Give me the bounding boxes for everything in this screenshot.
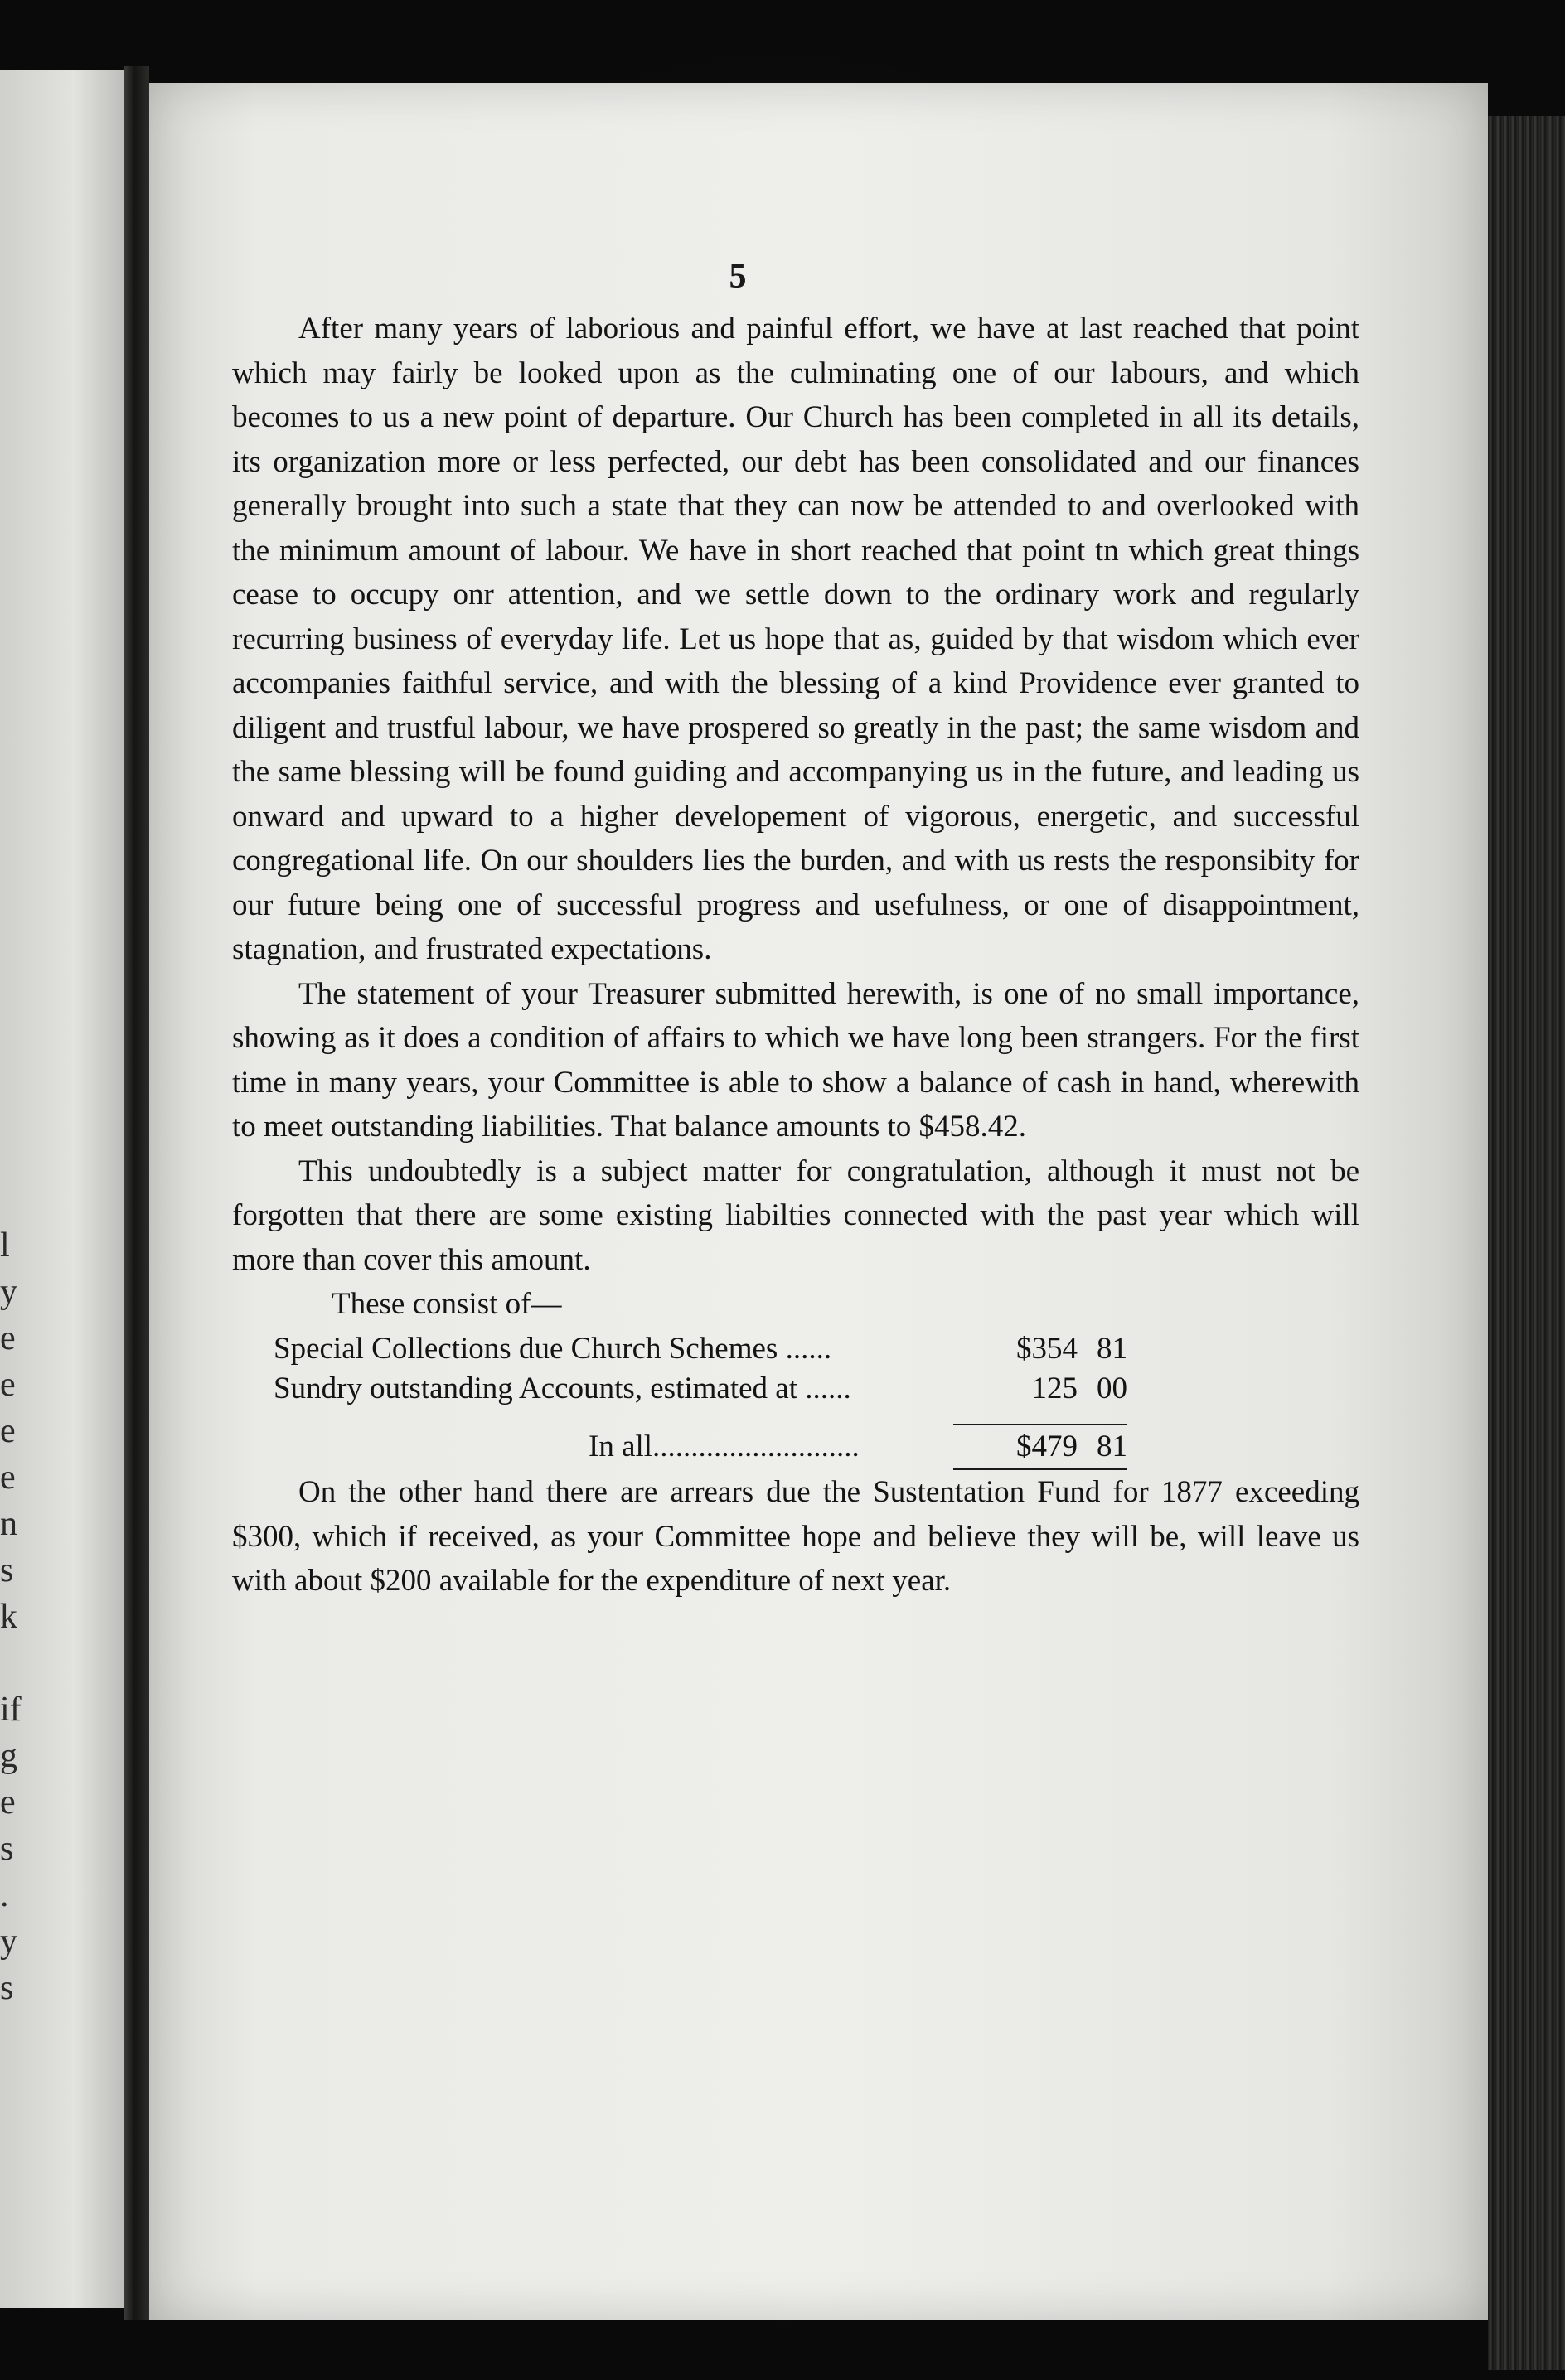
ledger-total-cents: 81 bbox=[1097, 1429, 1127, 1463]
ledger-total-label: In all........................... bbox=[589, 1429, 860, 1463]
ledger-item-cents: 00 bbox=[1097, 1371, 1127, 1405]
ledger-item-cents: 81 bbox=[1097, 1332, 1127, 1366]
bleed-letter: e bbox=[0, 1366, 16, 1404]
bleed-letter: s bbox=[0, 1969, 14, 2007]
page-body bbox=[232, 307, 1359, 1604]
ledger-item-dollars: 125 bbox=[1031, 1371, 1078, 1405]
bleed-letter: g bbox=[0, 1737, 17, 1775]
ledger-total-row bbox=[274, 1417, 1127, 1470]
bleed-letter bbox=[0, 1640, 33, 1686]
paragraph-congratulation: This undoubtedly is a subject matter for congratulation, although it must not be forgotten that there are some existing liabilties connected with the past year which will more than cover this amount. bbox=[232, 1154, 1359, 1277]
bleed-letter: k bbox=[0, 1598, 17, 1636]
book-page bbox=[149, 83, 1488, 2320]
ledger-total-dollars: $479 bbox=[1016, 1429, 1078, 1463]
previous-page-bleed-text bbox=[0, 1222, 33, 2011]
ledger-item-label: Special Collections due Church Schemes ...... bbox=[274, 1332, 832, 1366]
bleed-letter: e bbox=[0, 1783, 16, 1821]
bleed-letter: e bbox=[0, 1319, 16, 1357]
bleed-letter: e bbox=[0, 1412, 16, 1450]
bleed-letter: n bbox=[0, 1505, 17, 1543]
book-page-edges bbox=[1488, 116, 1565, 2370]
ledger-item-dollars: $354 bbox=[1016, 1332, 1078, 1366]
bleed-letter: y bbox=[0, 1923, 17, 1961]
bleed-letter: s bbox=[0, 1551, 14, 1589]
bleed-letter: e bbox=[0, 1458, 16, 1497]
ledger-total-amount bbox=[953, 1424, 1127, 1470]
bleed-letter: y bbox=[0, 1273, 17, 1311]
ledger-row bbox=[274, 1329, 1127, 1369]
liabilities-intro: These consist of— bbox=[332, 1287, 562, 1321]
bleed-letter: if bbox=[0, 1691, 22, 1729]
paragraph-treasurer-statement: The statement of your Treasurer submitted herewith, is one of no small importance, showing as it does a condition of affairs to which we have long been strangers. For the first time in many years, your Committee is able to show a balance of cash in hand, wherewith to meet outstanding liabilities. That balance amounts to $458.42. bbox=[232, 976, 1359, 1144]
page-number: 5 bbox=[729, 258, 747, 296]
ledger-row bbox=[274, 1369, 1127, 1409]
book-gutter bbox=[124, 66, 149, 2320]
bleed-letter: l bbox=[0, 1226, 10, 1265]
paragraph-closing: On the other hand there are arrears due the Sustentation Fund for 1877 exceeding $300, which if received, as your Committee hope and believe they will be, will leave us with about $200 available for the expenditure of next year. bbox=[232, 1475, 1359, 1598]
liabilities-ledger bbox=[274, 1329, 1127, 1470]
bleed-letter: s bbox=[0, 1830, 14, 1868]
bleed-letter: . bbox=[0, 1876, 9, 1914]
ledger-item-label: Sundry outstanding Accounts, estimated at ...... bbox=[274, 1371, 851, 1405]
paragraph-opening: After many years of laborious and painful effort, we have at last reached that point which may fairly be looked upon as the culminating one of our labours, and which becomes to us a new point of departure. Our Church has been completed in all its details, its organization more or less perfected, our debt has been consolidated and our finances generally brought into such a state that they can now be attended to and overlooked with the minimum amount of labour. We have in short reached that point tn which great things cease to occupy onr attention, and we settle down to the ordinary work and regularly recurring business of everyday life. Let us hope that as, guided by that wisdom which ever accompanies faithful service, and with the blessing of a kind Providence ever granted to diligent and trustful labour, we have prospered so greatly in the past; the same wisdom and the same blessing will be found guiding and accompanying us in the future, and leading us onward and upward to a higher developement of vigorous, energetic, and successful congregational life. On our shoulders lies the burden, and with us rests the responsibity for our future being one of successful progress and usefulness, or one of disappointment, stagnation, and frustrated expectations. bbox=[232, 312, 1359, 966]
previous-page-edge bbox=[0, 70, 124, 2308]
